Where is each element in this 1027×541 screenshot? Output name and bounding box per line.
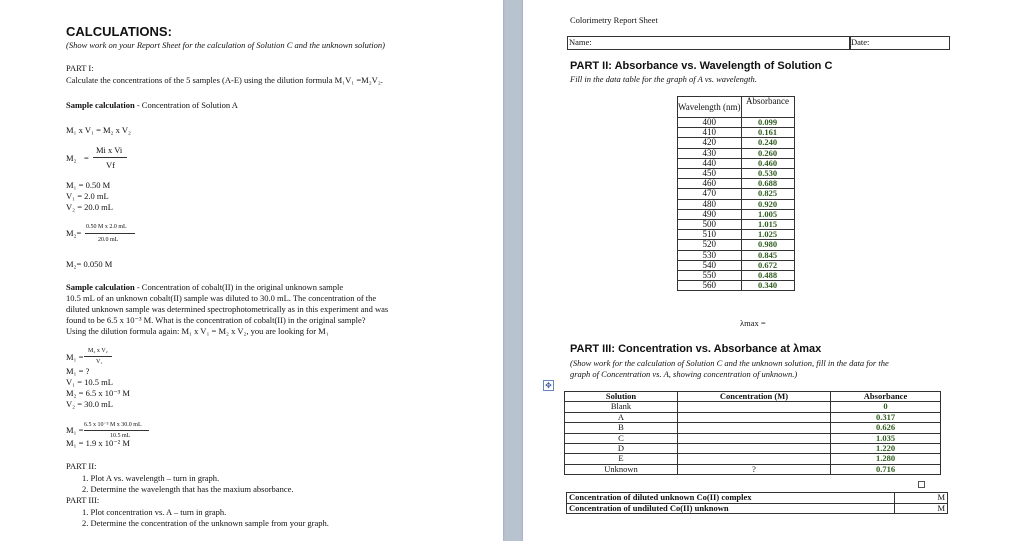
wavelength-cell: 470 (678, 189, 742, 199)
wavelength-row (678, 189, 795, 199)
wavelength-cell: 560 (678, 281, 742, 291)
part3-title: PART III: Concentration vs. Absorbance at λmax (570, 343, 822, 355)
concentration-row (565, 423, 941, 433)
absorbance-cell[interactable]: 0.460 (741, 158, 794, 168)
wavelength-row (678, 260, 795, 270)
wavelength-cell: 500 (678, 220, 742, 230)
paragraph-line-1: 10.5 mL of an unknown cobalt(II) sample was diluted to 30.0 mL. The concentration of the (66, 293, 377, 303)
concentration-header: Concentration (M) (678, 392, 831, 402)
wavelength-row (678, 158, 795, 168)
absorbance-cell[interactable]: 0.099 (741, 118, 794, 128)
name-label: Name: (569, 37, 592, 47)
absorbance-cell[interactable]: 0.317 (831, 412, 941, 422)
sub-denominator: 20.0 mL (98, 237, 119, 243)
absorbance-cell[interactable]: 1.280 (831, 454, 941, 464)
results-table (566, 492, 948, 514)
result2: M₁ = 1.9 x 10⁻² M (66, 438, 130, 448)
absorbance-cell[interactable]: 0.488 (741, 271, 794, 281)
part3-subtitle-1: (Show work for the calculation of Solution C and the unknown solution, fill in the data for the (570, 358, 889, 368)
wavelength-row (678, 250, 795, 260)
eq2-numerator: M₂ x V₂ (88, 348, 108, 354)
wavelength-row (678, 240, 795, 250)
eq2-m1-label: M₁ = (66, 352, 84, 362)
wavelength-cell: 410 (678, 128, 742, 138)
result-row (567, 493, 948, 504)
part2-subtitle: Fill in the data table for the graph of A vs. wavelength. (570, 74, 757, 84)
absorbance-cell[interactable]: 0.920 (741, 199, 794, 209)
sub2-numerator: 6.5 x 10⁻³ M x 30.0 mL (84, 422, 142, 428)
absorbance-cell[interactable]: 1.005 (741, 209, 794, 219)
q-m1: M₁ = ? (66, 366, 90, 376)
part3-label: PART III: (66, 495, 100, 505)
sample-calc-heading (66, 100, 238, 110)
absorbance-header: Absorbance (741, 97, 794, 118)
wavelength-cell: 510 (678, 230, 742, 240)
concentration-cell[interactable] (678, 444, 831, 454)
eq2-denominator: V₁ (96, 359, 103, 365)
concentration-cell[interactable] (678, 412, 831, 422)
eq-equals: = (84, 153, 89, 163)
result-m2: M₂= 0.050 M (66, 259, 113, 269)
concentration-cell[interactable] (678, 433, 831, 443)
concentration-table (564, 391, 941, 475)
concentration-row (565, 412, 941, 422)
sample2-heading (66, 282, 343, 292)
sample-calc-rest: - Concentration of Solution A (134, 100, 238, 110)
part1-label: PART I: (66, 63, 94, 73)
wavelength-cell: 530 (678, 250, 742, 260)
paragraph-line-2: diluted unknown sample was determined spectrophotometrically as in this experiment and was (66, 304, 389, 314)
absorbance-cell[interactable]: 0.716 (831, 464, 941, 474)
sample2-bold: Sample calculation (66, 282, 135, 292)
part2-label: PART II: (66, 461, 97, 471)
result-value[interactable]: M (895, 503, 948, 514)
solution-cell: Unknown (565, 464, 678, 474)
eq-fraction-line (93, 157, 127, 158)
absorbance-cell[interactable]: 0.161 (741, 128, 794, 138)
table-move-handle-icon[interactable]: ✥ (543, 380, 554, 391)
absorbance-cell[interactable]: 0.530 (741, 169, 794, 179)
concentration-cell[interactable] (678, 454, 831, 464)
solution-cell: C (565, 433, 678, 443)
wavelength-cell: 420 (678, 138, 742, 148)
absorbance-cell[interactable]: 0.688 (741, 179, 794, 189)
wavelength-cell: 430 (678, 148, 742, 158)
calculations-page (0, 0, 503, 541)
wavelength-row (678, 118, 795, 128)
wavelength-cell: 440 (678, 158, 742, 168)
lambda-max-label: λmax = (740, 318, 766, 328)
table-resize-handle-icon[interactable] (918, 481, 925, 488)
result-label: Concentration of undiluted Co(II) unknown (567, 503, 895, 514)
absorbance-cell[interactable]: 0.825 (741, 189, 794, 199)
part3-subtitle-2: graph of Concentration vs. A, showing concentration of unknown.) (570, 369, 798, 379)
report-sheet-page (523, 0, 1027, 541)
wavelength-row (678, 199, 795, 209)
wavelength-row (678, 138, 795, 148)
concentration-row (565, 433, 941, 443)
wavelength-cell: 400 (678, 118, 742, 128)
solution-cell: E (565, 454, 678, 464)
paragraph-line-3: found to be 6.5 x 10⁻³ M. What is the concentration of cobalt(II) in the original sample? (66, 315, 366, 325)
sub-numerator: 0.50 M x 2.0 mL (86, 224, 127, 230)
wavelength-header: Wavelength (nm) (678, 97, 742, 118)
absorbance-cell[interactable]: 1.025 (741, 230, 794, 240)
report-sheet-title: Colorimetry Report Sheet (570, 15, 658, 25)
calculations-subheading: (Show work on your Report Sheet for the calculation of Solution C and the unknown solution) (66, 40, 385, 50)
wavelength-row (678, 281, 795, 291)
concentration-cell[interactable] (678, 402, 831, 412)
absorbance-cell[interactable]: 1.015 (741, 220, 794, 230)
part2-item-2: 2. Determine the wavelength that has the maxium absorbance. (82, 484, 294, 494)
part2-title: PART II: Absorbance vs. Wavelength of Solution C (570, 60, 833, 72)
solution-header: Solution (565, 392, 678, 402)
eq-m2-label: M₂ (66, 153, 77, 163)
concentration-cell[interactable] (678, 423, 831, 433)
wavelength-table (677, 96, 795, 291)
paragraph-line-4: Using the dilution formula again: M₁ x V₁ = M₂ x V₂, you are looking for M₁ (66, 326, 329, 336)
part2-item-1: 1. Plot A vs. wavelength – turn in graph. (82, 473, 220, 483)
calculations-heading: CALCULATIONS: (66, 24, 172, 39)
concentration-cell[interactable]: ? (678, 464, 831, 474)
part3-item-1: 1. Plot concentration vs. A – turn in graph. (82, 507, 227, 517)
absorbance-cell[interactable]: 0.672 (741, 260, 794, 270)
eq-numerator: Mi x Vi (96, 145, 123, 155)
wavelength-cell: 450 (678, 169, 742, 179)
v1-value: V₁ = 2.0 mL (66, 191, 109, 201)
solution-cell: B (565, 423, 678, 433)
concentration-row (565, 444, 941, 454)
result-row (567, 503, 948, 514)
wavelength-row (678, 169, 795, 179)
date-field[interactable] (849, 36, 950, 50)
part1-text: Calculate the concentrations of the 5 samples (A-E) using the dilution formula M₁V₁ =M₂V₂. (66, 75, 383, 85)
sample-calc-bold: Sample calculation (66, 100, 135, 110)
v2-value: V₂ = 20.0 mL (66, 202, 113, 212)
absorbance-cell[interactable]: 0.626 (831, 423, 941, 433)
absorbance-col-header: Absorbance (831, 392, 941, 402)
part3-item-2: 2. Determine the concentration of the unknown sample from your graph. (82, 518, 329, 528)
wavelength-cell: 490 (678, 209, 742, 219)
result-value[interactable]: M (895, 493, 948, 504)
result-label: Concentration of diluted unknown Co(II) complex (567, 493, 895, 504)
q-v2: V₂ = 30.0 mL (66, 399, 113, 409)
concentration-row (565, 464, 941, 474)
wavelength-row (678, 271, 795, 281)
wavelength-row (678, 128, 795, 138)
wavelength-cell: 550 (678, 271, 742, 281)
wavelength-row (678, 148, 795, 158)
solution-cell: Blank (565, 402, 678, 412)
wavelength-cell: 460 (678, 179, 742, 189)
wavelength-cell: 480 (678, 199, 742, 209)
sub-fraction-line (85, 233, 135, 234)
wavelength-cell: 520 (678, 240, 742, 250)
wavelength-row (678, 179, 795, 189)
q-v1: V₁ = 10.5 mL (66, 377, 113, 387)
absorbance-cell[interactable]: 1.220 (831, 444, 941, 454)
absorbance-cell[interactable]: 0 (831, 402, 941, 412)
date-label: Date: (851, 37, 870, 47)
wavelength-row (678, 230, 795, 240)
sub2-denominator: 10.5 mL (110, 433, 131, 439)
q-m2: M₂ = 6.5 x 10⁻³ M (66, 388, 130, 398)
absorbance-cell[interactable]: 0.240 (741, 138, 794, 148)
absorbance-cell[interactable]: 0.340 (741, 281, 794, 291)
concentration-row (565, 454, 941, 464)
solution-cell: D (565, 444, 678, 454)
sub-m2-label: M₂= (66, 228, 82, 238)
wavelength-row (678, 209, 795, 219)
absorbance-cell[interactable]: 0.980 (741, 240, 794, 250)
solution-cell: A (565, 412, 678, 422)
name-field[interactable] (567, 36, 851, 50)
sub2-fraction-line (84, 430, 149, 431)
concentration-row (565, 402, 941, 412)
wavelength-row (678, 220, 795, 230)
dilution-equation: M₁ x V₁ = M₂ x V₂ (66, 125, 131, 135)
eq2-fraction-line (84, 356, 112, 357)
absorbance-cell[interactable]: 0.260 (741, 148, 794, 158)
eq-denominator: Vf (106, 160, 115, 170)
wavelength-cell: 540 (678, 260, 742, 270)
absorbance-cell[interactable]: 0.845 (741, 250, 794, 260)
absorbance-cell[interactable]: 1.035 (831, 433, 941, 443)
m1-value: M₁ = 0.50 M (66, 180, 111, 190)
sample2-rest: - Concentration of cobalt(II) in the original unknown sample (134, 282, 344, 292)
sub2-m1-label: M₁ = (66, 425, 84, 435)
